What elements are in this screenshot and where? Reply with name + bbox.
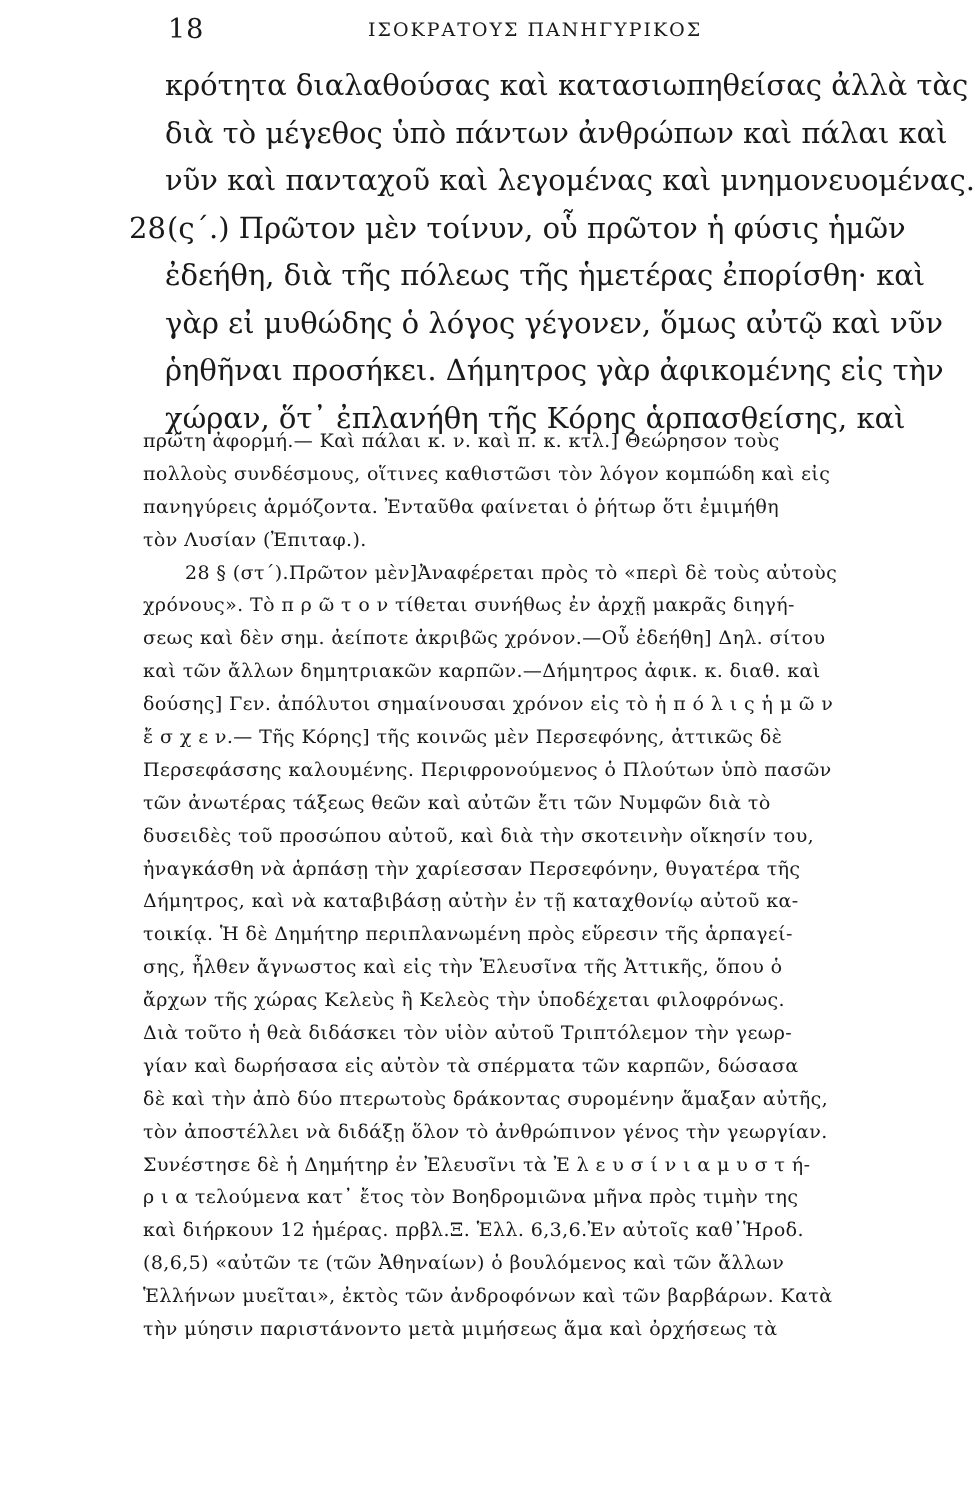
text-line: ἐδεήθη, διὰ τῆς πόλεως τῆς ἡμετέρας ἐπορίσθη· καὶ: [165, 258, 926, 292]
text-line: (ς΄.) Πρῶτον μὲν τοίνυν, οὗ πρῶτον ἡ φύσις ἡμῶν: [167, 210, 906, 245]
note-line: (8,6,5) «αὐτῶν τε (τῶν Ἀθηναίων) ὁ βουλόμενος καὶ τῶν ἄλλων: [143, 1252, 785, 1275]
page-header: [168, 14, 888, 48]
note-line: τὴν μύησιν παριστάνοντο μετὰ μιμήσεως ἅμα καὶ ὀρχήσεως τὰ: [143, 1318, 778, 1341]
note-line: σης, ἦλθεν ἄγνωστος καὶ εἰς τὴν Ἐλευσῖνα τῆς Ἀττικῆς, ὅπου ὁ: [143, 956, 783, 979]
note-line: δούσης] Γεν. ἀπόλυτοι σημαίνουσαι χρόνον εἰς τὸ ἡ π ό λ ι ς ἡ μ ῶ ν: [143, 693, 834, 716]
section-number: 28: [129, 210, 166, 245]
page-number: 18: [168, 14, 205, 45]
text-line: διὰ τὸ μέγεθος ὑπὸ πάντων ἀνθρώπων καὶ πάλαι καὶ: [165, 115, 948, 150]
note-line: σεως καὶ δὲν σημ. ἀείποτε ἀκριβῶς χρόνον.—Οὗ ἐδεήθη] Δηλ. σίτου: [143, 627, 826, 650]
section-start-line: [129, 205, 906, 253]
text-line: χώραν, ὅτ᾽ ἐπλανήθη τῆς Κόρης ἁρπασθείσης, καὶ: [165, 400, 906, 435]
note-line: πολλοὺς συνδέσμους, οἵτινες καθιστῶσι τὸν λόγον κομπώδη καὶ εἰς: [143, 462, 831, 485]
text-line: γὰρ εἰ μυθώδης ὁ λόγος γέγονεν, ὅμως αὐτῷ καὶ νῦν: [165, 305, 944, 340]
commentary-notes: [143, 425, 893, 1346]
note-line: τῶν ἀνωτέρας τάξεως θεῶν καὶ αὐτῶν ἔτι τῶν Νυμφῶν διὰ τὸ: [143, 791, 771, 814]
note-line: ρ ι α τελούμενα κατ᾽ ἔτος τὸν Βοηδρομιῶνα μῆνα πρὸς τιμὴν της: [143, 1186, 799, 1209]
note-line: γίαν καὶ δωρήσασα εἰς αὐτὸν τὰ σπέρματα τῶν καρπῶν, δώσασα: [143, 1054, 799, 1077]
note-line: Περσεφάσσης καλουμένης. Περιφρονούμενος ὁ Πλούτων ὑπὸ πασῶν: [143, 758, 832, 781]
note-line: Συνέστησε δὲ ἡ Δημήτηρ ἐν Ἐλευσῖνι τὰ Ἐ λ ε υ σ ί ν ι α μ υ σ τ ή-: [143, 1153, 811, 1176]
note-line: καὶ τῶν ἄλλων δημητριακῶν καρπῶν.—Δήμητρος ἀφικ. κ. διαθ. καὶ: [143, 660, 821, 683]
note-line: δυσειδὲς τοῦ προσώπου αὐτοῦ, καὶ διὰ τὴν σκοτεινὴν οἴκησίν του,: [143, 824, 815, 847]
note-line: Διὰ τοῦτο ἡ θεὰ διδάσκει τὸν υἱὸν αὐτοῦ Τριπτόλεμον τὴν γεωρ-: [143, 1022, 793, 1045]
note-line: Δήμητρος, καὶ νὰ καταβιβάσῃ αὐτὴν ἐν τῇ καταχθονίῳ αὐτοῦ κα-: [143, 890, 799, 913]
note-line: ἔ σ χ ε ν.— Τῆς Κόρης] τῆς κοινῶς μὲν Περσεφόνης, ἀττικῶς δὲ: [143, 726, 783, 749]
note-line: ἄρχων τῆς χώρας Κελεὺς ἢ Κελεὸς τὴν ὑποδέχεται φιλοφρόνως.: [143, 989, 785, 1012]
note-line: χρόνους». Τὸ π ρ ῶ τ ο ν τίθεται συνήθως ἐν ἀρχῇ μακρᾶς διηγή-: [143, 594, 795, 617]
note-line: καὶ διήρκουν 12 ἡμέρας. πρβλ.Ξ. Ἑλλ. 6,3,6.Ἐν αὐτοῖς καθ᾽Ἡροδ.: [143, 1219, 804, 1242]
note-line: Ἑλλήνων μυεῖται», ἐκτὸς τῶν ἀνδροφόνων καὶ τῶν βαρβάρων. Κατὰ: [143, 1285, 833, 1308]
running-title: ΙΣΟΚΡΑΤΟΥΣ ΠΑΝΗΓΥΡΙΚΟΣ: [368, 19, 703, 41]
note-line: ἠναγκάσθη νὰ ἁρπάσῃ τὴν χαρίεσσαν Περσεφόνην, θυγατέρα τῆς: [143, 857, 801, 880]
note-line: τὸν ἀποστέλλει νὰ διδάξῃ ὅλον τὸ ἀνθρώπινον γένος τὴν γεωργίαν.: [143, 1120, 828, 1143]
text-line: κρότητα διαλαθούσας καὶ κατασιωπηθείσας ἀλλὰ τὰς: [165, 68, 969, 102]
text-line: ῥηθῆναι προσήκει. Δήμητρος γὰρ ἀφικομένης εἰς τὴν: [165, 353, 944, 387]
note-line: πανηγύρεις ἁρμόζοντα. Ἐνταῦθα φαίνεται ὁ ῥήτωρ ὅτι ἐμιμήθη: [143, 495, 779, 518]
note-line: 28 § (στ΄).Πρῶτον μὲν]Ἀναφέρεται πρὸς τὸ «περὶ δὲ τοὺς αὐτοὺς: [185, 561, 838, 584]
note-line: τὸν Λυσίαν (Ἐπιταφ.).: [143, 528, 367, 551]
text-line: νῦν καὶ πανταχοῦ καὶ λεγομένας καὶ μνημονευομένας.: [165, 163, 975, 197]
note-line: δὲ καὶ τὴν ἀπὸ δύο πτερωτοὺς δράκοντας συρομένην ἅμαξαν αὐτῆς,: [143, 1087, 829, 1110]
note-line: τοικίᾳ. Ἡ δὲ Δημήτηρ περιπλανωμένη πρὸς εὕρεσιν τῆς ἁρπαγεί-: [143, 923, 793, 946]
main-text: [129, 62, 975, 442]
note-line: πρώτη ἀφορμή.— Καὶ πάλαι κ. ν. καὶ π. κ. κτλ.] Θεώρησον τοὺς: [143, 430, 780, 452]
